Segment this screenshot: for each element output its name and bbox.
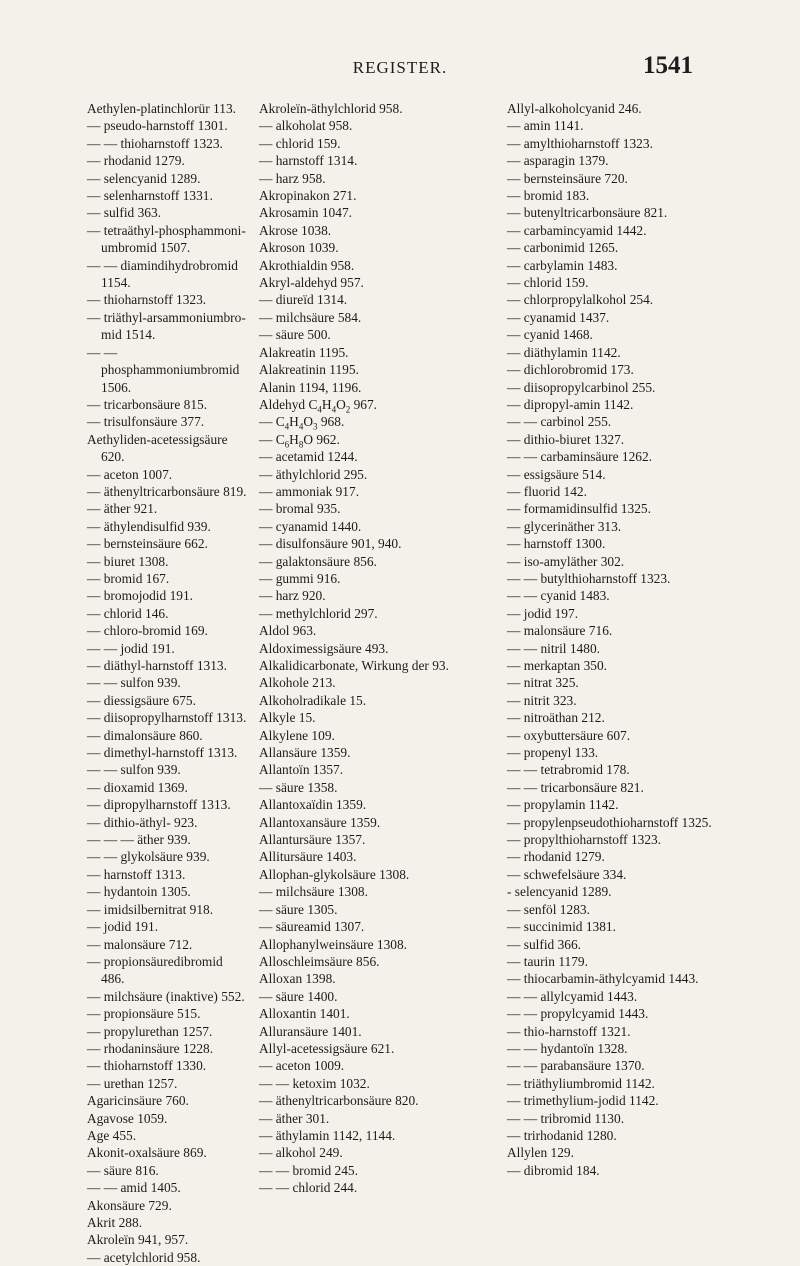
index-entry: — milchsäure 1308. [259, 884, 368, 900]
index-entry: — bromojodid 191. [87, 588, 194, 604]
index-entry: — — amid 1405. [87, 1180, 181, 1196]
index-entry: — — nitril 1480. [507, 640, 600, 656]
index-entry: — dipropyl-amin 1142. [507, 396, 634, 412]
index-entry: Aethylen-platinchlorür 113. [87, 101, 236, 116]
index-entry: — diessigsäure 675. [87, 692, 196, 708]
index-entry: Akryl-aldehyd 957. [259, 275, 364, 291]
index-entry: Alloxantin 1401. [259, 1006, 350, 1022]
index-entry: — äther 921. [87, 501, 158, 517]
index-entry: — merkaptan 350. [507, 658, 608, 673]
index-entry: — säure 1400. [259, 988, 338, 1004]
index-entry: — diäthyl-harnstoff 1313. [87, 658, 227, 673]
index-entry: — dimethyl-harnstoff 1313. [87, 745, 238, 761]
index-column-2 [259, 100, 495, 1197]
index-entry: Akonit-oxalsäure 869. [87, 1145, 207, 1161]
index-entry: — äthylamin 1142, 1144. [259, 1127, 396, 1143]
index-entry: — säure 1358. [259, 779, 338, 795]
index-entry: Akrosamin 1047. [259, 205, 352, 221]
index-entry: Alloschleimsäure 856. [259, 953, 380, 969]
index-entry: Akonsäure 729. [87, 1197, 172, 1213]
index-entry: — jodid 191. [87, 919, 159, 935]
index-entry: — malonsäure 716. [507, 623, 613, 639]
index-entry: — gummi 916. [259, 570, 341, 586]
index-entry: — chlorid 159. [507, 275, 589, 291]
index-entry: — selencyanid 1289. [87, 170, 201, 186]
index-entry: — thioharnstoff 1330. [87, 1058, 207, 1074]
index-entry: — urethan 1257. [87, 1075, 178, 1091]
index-entry: — formamidinsulfid 1325. [507, 501, 651, 517]
running-title: REGISTER. [352, 58, 448, 77]
index-entry: Alkohole 213. [259, 675, 336, 691]
index-entry: — äthylchlorid 295. [259, 466, 368, 482]
index-entry: — milchsäure (inaktive) 552. [87, 988, 245, 1004]
index-entry: — dimalonsäure 860. [87, 727, 203, 743]
page-header [0, 52, 800, 92]
index-entry: — rhodaninsäure 1228. [87, 1040, 214, 1056]
index-entry: — aceton 1009. [259, 1058, 345, 1074]
index-column-3 [507, 100, 737, 1179]
index-entry: Alloxan 1398. [259, 971, 336, 987]
index-entry: Agaricinsäure 760. [87, 1093, 189, 1109]
index-entry: — carbamincyamid 1442. [507, 222, 647, 238]
index-entry: — säureamid 1307. [259, 919, 365, 935]
index-entry: — thioharnstoff 1323. [87, 292, 207, 308]
index-entry: Aldehyd $C_4H_4O_2$ 967. [259, 396, 378, 415]
index-entry: — schwefelsäure 334. [507, 866, 627, 882]
index-entry: — harz 958. [259, 170, 326, 186]
index-entry: Allantoxaïdin 1359. [259, 797, 367, 813]
index-entry: — acetamid 1244. [259, 449, 358, 465]
index-entry: — sulfid 363. [87, 205, 162, 221]
index-entry: — — carbaminsäure 1262. [507, 449, 653, 465]
index-entry: — äthylendisulfid 939. [87, 518, 211, 534]
index-entry: — amylthioharnstoff 1323. [507, 135, 653, 151]
index-entry: — nitrit 323. [507, 692, 577, 708]
index-entry: — taurin 1179. [507, 953, 588, 969]
index-entry: — tetraäthyl-phosphammoni-umbromid 1507. [87, 222, 246, 256]
index-entry: — chlorpropylalkohol 254. [507, 292, 654, 308]
index-entry: Akrit 288. [87, 1215, 143, 1230]
index-entry: — biuret 1308. [87, 553, 169, 569]
index-entry: — triäthyliumbromid 1142. [507, 1075, 655, 1091]
index-entry: Allantoïn 1357. [259, 762, 344, 778]
index-entry: Allophan-glykolsäure 1308. [259, 866, 410, 882]
index-entry: — — bromid 245. [259, 1162, 358, 1178]
index-entry: — alkoholat 958. [259, 118, 353, 134]
index-entry: — — hydantoïn 1328. [507, 1040, 628, 1056]
index-entry: Allantoxansäure 1359. [259, 814, 381, 830]
index-entry: — — tricarbonsäure 821. [507, 779, 644, 795]
index-entry: Alkoholradikale 15. [259, 692, 367, 708]
index-entry: — — thioharnstoff 1323. [87, 135, 223, 151]
index-entry: — propylthioharnstoff 1323. [507, 832, 662, 848]
index-entry: Aldoximessigsäure 493. [259, 640, 389, 656]
index-entry: — bromal 935. [259, 501, 341, 517]
index-entry: — harnstoff 1300. [507, 536, 606, 552]
index-entry: — thio-harnstoff 1321. [507, 1023, 631, 1039]
index-entry: — dibromid 184. [507, 1162, 600, 1178]
index-entry: Alakreatinin 1195. [259, 362, 359, 378]
index-entry: — imidsilbernitrat 918. [87, 901, 214, 917]
index-entry: Alkyle 15. [259, 710, 316, 726]
index-entry: — — glykolsäure 939. [87, 849, 210, 865]
index-entry: — dipropylharnstoff 1313. [87, 797, 231, 813]
index-entry: — diisopropylharnstoff 1313. [87, 710, 247, 726]
index-entry: — acetylchlorid 958. [87, 1249, 201, 1265]
index-entry: — methylchlorid 297. [259, 605, 378, 621]
index-entry: — — ketoxim 1032. [259, 1075, 370, 1091]
index-entry: — milchsäure 584. [259, 309, 362, 325]
index-entry: — — tetrabromid 178. [507, 762, 630, 778]
index-entry: — rhodanid 1279. [507, 849, 605, 865]
index-entry: — — butylthioharnstoff 1323. [507, 570, 671, 586]
index-entry: — dithio-biuret 1327. [507, 431, 625, 447]
index-entry: — cyanid 1468. [507, 327, 593, 343]
index-entry: — carbonimid 1265. [507, 240, 619, 256]
index-entry: — selenharnstoff 1331. [87, 188, 213, 204]
index-entry: — $C_6H_8O$ 962. [259, 431, 340, 450]
index-entry: Allantursäure 1357. [259, 832, 366, 848]
index-entry: Alkalidicarbonate, Wirkung der 93. [259, 658, 449, 673]
index-entry: — chloro-bromid 169. [87, 623, 208, 639]
index-entry: Aldol 963. [259, 623, 317, 639]
index-entry: — — carbinol 255. [507, 414, 612, 430]
index-entry: Allyl-acetessigsäure 621. [259, 1040, 395, 1056]
index-entry: — harnstoff 1313. [87, 866, 186, 882]
index-entry: Akroleïn-äthylchlorid 958. [259, 101, 403, 116]
index-entry: — disulfonsäure 901, 940. [259, 536, 402, 552]
index-entry: — chlorid 146. [87, 605, 169, 621]
index-entry: — säure 500. [259, 327, 331, 343]
index-entry: Alakreatin 1195. [259, 344, 349, 360]
index-entry: — alkohol 249. [259, 1145, 343, 1161]
index-entry: — propylurethan 1257. [87, 1023, 213, 1039]
index-entry: — carbylamin 1483. [507, 257, 618, 273]
index-entry: — äther 301. [259, 1110, 330, 1126]
index-entry: — propionsäuredibromid 486. [87, 953, 223, 987]
index-entry: — nitrat 325. [507, 675, 579, 691]
page-number: 1541 [643, 52, 693, 79]
index-entry: — amin 1141. [507, 118, 584, 134]
index-entry: Akropinakon 271. [259, 188, 357, 204]
index-entry: — succinimid 1381. [507, 919, 616, 935]
index-entry: — propenyl 133. [507, 745, 599, 761]
index-entry: — bernsteinsäure 720. [507, 170, 628, 186]
index-entry: — propylamin 1142. [507, 797, 619, 813]
index-entry: — — tribromid 1130. [507, 1110, 625, 1126]
index-entry: — propylenpseudothioharnstoff 1325. [507, 814, 712, 830]
index-entry: — dithio-äthyl- 923. [87, 814, 198, 830]
index-entry: — dioxamid 1369. [87, 779, 188, 795]
index-entry: — iso-amyläther 302. [507, 553, 625, 569]
index-entry: Alluransäure 1401. [259, 1023, 362, 1039]
index-entry: — diisopropylcarbinol 255. [507, 379, 656, 395]
index-entry: Agavose 1059. [87, 1110, 168, 1126]
index-entry: — senföl 1283. [507, 901, 590, 917]
index-entry: — — — äther 939. [87, 832, 191, 848]
index-entry: — hydantoin 1305. [87, 884, 191, 900]
index-entry: - selencyanid 1289. [507, 884, 612, 900]
index-entry: — — propylcyamid 1443. [507, 1006, 649, 1022]
index-entry: — malonsäure 712. [87, 936, 193, 952]
index-entry: — harnstoff 1314. [259, 153, 358, 169]
index-entry: Allansäure 1359. [259, 745, 351, 761]
index-entry: — diureïd 1314. [259, 292, 348, 308]
index-entry: — dichlorobromid 173. [507, 362, 634, 378]
index-entry: — äthenyltricarbonsäure 820. [259, 1093, 419, 1109]
index-entry: — nitroäthan 212. [507, 710, 605, 726]
index-entry: — — sulfon 939. [87, 675, 181, 691]
index-entry: — säure 1305. [259, 901, 338, 917]
index-entry: — tricarbonsäure 815. [87, 396, 208, 412]
index-entry: — bromid 167. [87, 570, 170, 586]
index-entry: — — cyanid 1483. [507, 588, 610, 604]
index-entry: — pseudo-harnstoff 1301. [87, 118, 228, 134]
index-entry: — trirhodanid 1280. [507, 1127, 617, 1143]
index-entry: — fluorid 142. [507, 483, 587, 499]
index-entry: Aethyliden-acetessigsäure 620. [87, 431, 228, 465]
index-entry: — butenyltricarbonsäure 821. [507, 205, 668, 221]
index-entry: — — phosphammoniumbromid 1506. [87, 344, 240, 395]
index-entry: — jodid 197. [507, 605, 579, 621]
index-entry: — harz 920. [259, 588, 326, 604]
index-entry: — bernsteinsäure 662. [87, 536, 208, 552]
index-entry: — thiocarbamin-äthylcyamid 1443. [507, 971, 699, 987]
index-entry: — rhodanid 1279. [87, 153, 185, 169]
index-entry: — cyanamid 1440. [259, 518, 362, 534]
index-entry: — chlorid 159. [259, 135, 341, 151]
index-entry: — triäthyl-arsammoniumbro-mid 1514. [87, 309, 246, 343]
index-entry: — asparagin 1379. [507, 153, 609, 169]
index-entry: — essigsäure 514. [507, 466, 606, 482]
index-entry: — oxybuttersäure 607. [507, 727, 631, 743]
index-entry: Alkylene 109. [259, 727, 335, 743]
index-entry: — — jodid 191. [87, 640, 175, 656]
index-entry: — — allylcyamid 1443. [507, 988, 638, 1004]
index-entry: — trimethylium-jodid 1142. [507, 1093, 659, 1109]
index-entry: — — parabansäure 1370. [507, 1058, 645, 1074]
index-entry: Age 455. [87, 1127, 137, 1143]
index-entry: — äthenyltricarbonsäure 819. [87, 483, 247, 499]
index-entry: — cyanamid 1437. [507, 309, 610, 325]
index-entry: — $C_4H_4O_3$ 968. [259, 414, 345, 432]
index-entry: — — chlorid 244. [259, 1180, 358, 1196]
index-entry: — trisulfonsäure 377. [87, 414, 205, 430]
index-entry: — — diamindihydrobromid 1154. [87, 257, 239, 291]
index-entry: — bromid 183. [507, 188, 590, 204]
index-entry: — glycerinäther 313. [507, 518, 622, 534]
index-entry: Allophanylweinsäure 1308. [259, 936, 408, 952]
index-entry: — — sulfon 939. [87, 762, 181, 778]
index-entry: Akrose 1038. [259, 222, 332, 238]
index-entry: — propionsäure 515. [87, 1006, 201, 1022]
index-entry: — säure 816. [87, 1162, 159, 1178]
index-entry: Alanin 1194, 1196. [259, 379, 362, 395]
index-entry: Allitursäure 1403. [259, 849, 357, 865]
index-column-1 [87, 100, 247, 1266]
index-entry: Allylen 129. [507, 1145, 574, 1161]
index-entry: Akroleïn 941, 957. [87, 1232, 189, 1248]
index-entry: — diäthylamin 1142. [507, 344, 621, 360]
index-entry: — ammoniak 917. [259, 483, 360, 499]
index-entry: Allyl-alkoholcyanid 246. [507, 101, 642, 116]
index-entry: — galaktonsäure 856. [259, 553, 377, 569]
index-entry: Akrothialdin 958. [259, 257, 355, 273]
index-entry: Akroson 1039. [259, 240, 339, 256]
index-entry: — sulfid 366. [507, 936, 582, 952]
index-entry: — aceton 1007. [87, 466, 173, 482]
